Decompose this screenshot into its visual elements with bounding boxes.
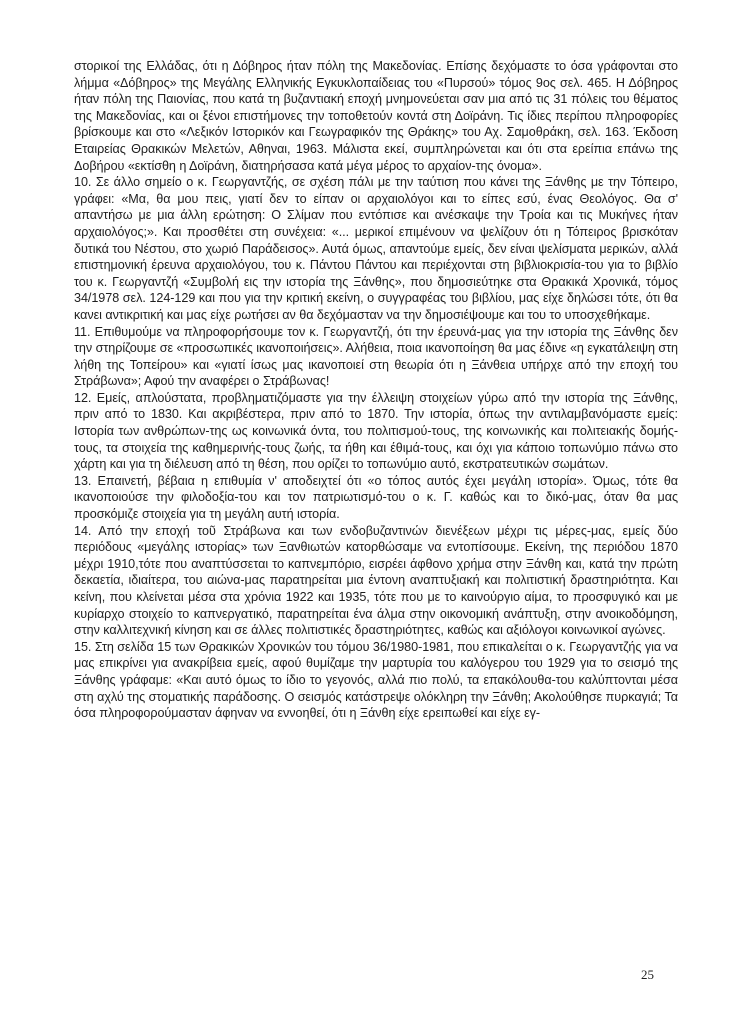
paragraph-continuation: στορικοί της Ελλάδας, ότι η Δόβηρος ήταν πόλη της Μακεδονίας. Επίσης δεχόμαστε το όσα γράφονται στο λήμμα «Δόβηρος» της Μεγάλης Ελληνικής Εγκυκλοπαίδειας του «Πυρσού» τόμος 9ος σελ. 465. Η Δόβηρος ήταν πόλη της Παιονίας, που κατά τη βυζαντιακή εποχή μνημονεύεται σαν μια από τις 31 πόλεις του θέματος της Μακεδονίας, και οι ξένοι επιστήμονες την τοποθετούν κοντά στη Δοϊράνη. Τις ίδιες περίπου πληροφορίες βρίσκουμε και στο «Λεξικόν Ιστορικόν και Γεωγραφικόν της Θράκης» του Αχ. Σαμοθράκη, σελ. 163. Έκδοση Εταιρείας Θρακικών Μελετών, Αθηναι, 1963. Μάλιστα εκεί, συμπληρώνεται και ότι στα ερείπια επάνω της Δοβήρου «εκτίσθη η Δοϊράνη, διατηρήσασα κατά μέγα μέρος το αρχαίον-της όνομα». (74, 59, 678, 173)
body-text (74, 58, 678, 722)
page-number: 25 (641, 967, 654, 982)
paragraph-10: 10. Σε άλλο σημείο ο κ. Γεωργαντζής, σε σχέση πάλι με την ταύτιση που κάνει της Ξάνθης με την Τόπειρο, γράφει: «Μα, θα μου πεις, γιατί δεν το είπαν οι αρχαιολόγοι και το είπες εσύ, ένας Θεολόγος. Θα σ' απαντήσω με μια άλλη ερώτηση: Ο Σλίμαν που εντόπισε και ανέσκαψε την Τροία και τις Μυκήνες ήταν αρχαιολόγος;». Και προσθέτει στη συνέχεια: «... μερικοί επιμένουν να ψελίζουν ότι η Τόπειρος βρισκόταν δυτικά του Νέστου, στο χωριό Παράδεισος». Αυτά όμως, απαντούμε εμείς, δεν είναι ψελίσματα μερικών, αλλά επιστημονική έρευνα αρχαιολόγου, του κ. Πάντου Πάντου και περιέχονται στη βιβλιοκρισία-του για το βιβλίο του κ. Γεωργαντζή «Συμβολή εις την ιστορία της Ξάνθης», που δημοσιεύτηκε στα Θρακικά Χρονικά, τόμος 34/1978 σελ. 124-129 και που για την κριτική εκείνη, ο συγγραφέας του βιβλίου, μας είχε δηλώσει τότε, ότι θα κανει αντικριτική και μας είχε ρωτήσει αν θα δεχόμασταν να την δημοσιέψουμε και του το υποσχεθήκαμε. (74, 175, 678, 322)
paragraph-11: 11. Επιθυμούμε να πληροφορήσουμε τον κ. Γεωργαντζή, ότι την έρευνά-μας για την ιστορία της Ξάνθης δεν την στηρίζουμε σε «προσωπικές ικανοποιήσεις». Αλήθεια, ποια ικανοποίηση θα μας έδινε «η εγκατάλειψη στη λήθη της Τοπείρου» και «γιατί ίσως μας ικανοποιεί στη θεωρία ότι η Ξάνθεια υπήρχε από την εποχή του Στράβωνα»; Αφού την αναφέρει ο Στράβωνας! (74, 324, 678, 389)
paragraph-12: 12. Εμείς, απλούστατα, προβληματιζόμαστε για την έλλειψη στοιχείων γύρω από την ιστορία της Ξάνθης, πριν από το 1830. Και ακριβέστερα, πριν από το 1870. Την ιστορία, όπως την αντιλαμβανόμαστε εμείς: Ιστορία των ανθρώπων-της ως κοινωνικά όντα, του πολιτισμού-τους, της κοινωνικής και πολιτειακής δομής-τους, τα στοιχεία της καθημερινής-τους ζωής, τα ήθη και έθιμά-τους, και όχι για κάποιο τοπωνύμιο πάνω στο χάρτη και για τη διέλευση από τη θέση, που ορίζει το τοπωνύμιο αυτό, εκστρατευτικών σωμάτων. (74, 390, 678, 472)
paragraph-15: 15. Στη σελίδα 15 των Θρακικών Χρονικών του τόμου 36/1980-1981, που επικαλείται ο κ. Γεωργαντζής για να μας επικρίνει για ανακρίβεια εμείς, αφού θυμίζαμε την μαρτυρία του καλόγερου του 1929 για το σεισμό της Ξάνθης γράφαμε: «Και αυτό όμως το ίδιο το γεγονός, αλλά πιο πολύ, τα επακόλουθα-του καλύπτονται μέσα στη αχλύ της στοματικής παράδοσης. Ο σεισμός κατάστρεψε ολόκληρη την Ξάνθη; Ακολούθησε πυρκαγιά; Τα όσα πληροφορούμασταν άφηναν να εννοηθεί, ότι η Ξάνθη είχε ερειπωθεί και είχε εγ- (74, 639, 678, 721)
paragraph-14: 14. Από την εποχή τοῦ Στράβωνα και των ενδοβυζαντινών διενέξεων μέχρι τις μέρες-μας, εμείς δύο περιόδους «μεγάλης ιστορίας» των Ξανθιωτών κατορθώσαμε να εντοπίσουμε. Εκείνη, της περιόδου 1870 μέχρι 1910,τότε που αναπτύσσεται το καπνεμπόριο, εισρέει άφθονο χρήμα στην Ξάνθη και, κατά την πρώτη δεκαετία, ιδιαίτερα, του αιώνα-μας παρατηρείται μια έντονη αναπτυξιακή και πολιτιστική δραστηριότητα. Και κείνη, που κλείνεται μέσα στα χρόνια 1922 και 1935, τότε που με το καινούργιο αίμα, το προσφυγικό και με κυρίαρχο στοιχείο το καπνεργατικό, παρατηρείται ένα άλμα στην οικονομική ανάπτυξη, στην ανοικοδόμηση, στην καλλιτεχνική κίνηση και σε άλλες πολιτιστικές δραστηριότητες, καθώς και αξιόλογοι κοινωνικοί αγώνες. (74, 523, 678, 638)
paragraph-13: 13. Επαινετή, βέβαια η επιθυμία ν' αποδειχτεί ότι «ο τόπος αυτός έχει μεγάλη ιστορία». Όμως, τότε θα ικανοποιούσε την φιλοδοξία-του και τον πατριωτισμό-του ο κ. Γ. καθώς και το δικό-μας, όταν θα μας προσκόμιζε στοιχεία για τη μεγάλη αυτή ιστορία. (74, 473, 678, 522)
